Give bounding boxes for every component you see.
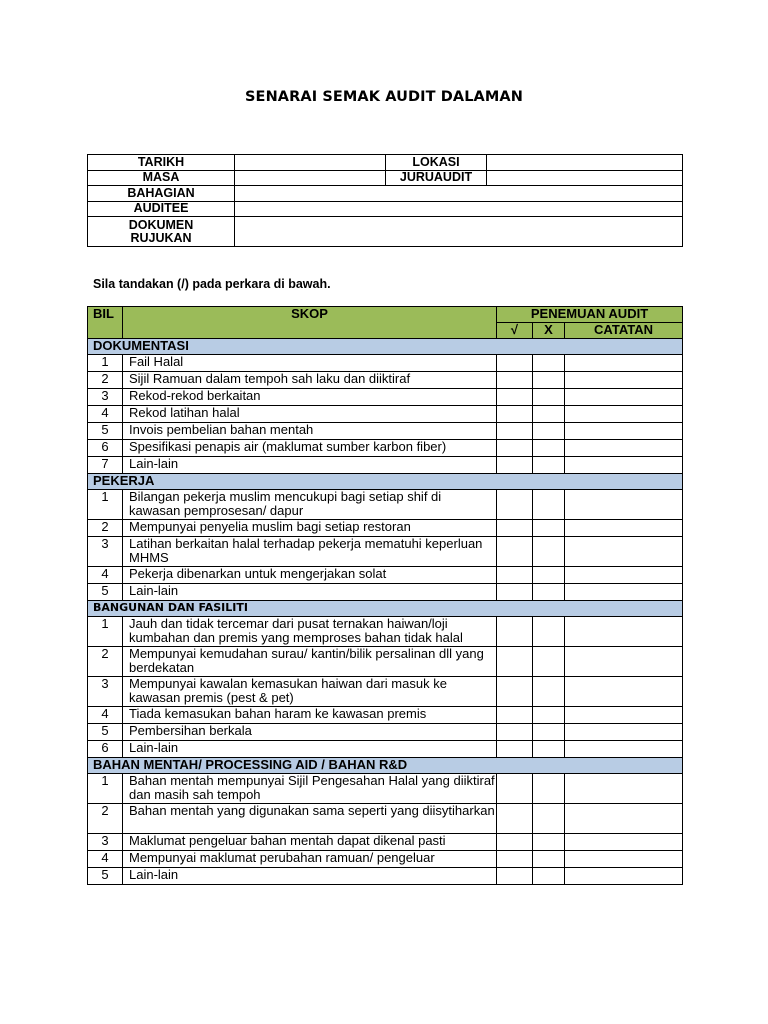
catatan-cell[interactable] xyxy=(565,707,683,724)
item-text: Fail Halal xyxy=(123,355,497,372)
catatan-cell[interactable] xyxy=(565,372,683,389)
item-text: Bahan mentah yang digunakan sama seperti yang diisytiharkan xyxy=(123,804,497,834)
x-cell[interactable] xyxy=(533,537,565,567)
item-text: Jauh dan tidak tercemar dari pusat ternakan haiwan/loji kumbahan dan premis yang memproses bahan tidak halal xyxy=(123,617,497,647)
catatan-cell[interactable] xyxy=(565,724,683,741)
table-row xyxy=(88,440,683,457)
catatan-cell[interactable] xyxy=(565,406,683,423)
table-row xyxy=(88,457,683,474)
tick-cell[interactable] xyxy=(497,707,533,724)
catatan-cell[interactable] xyxy=(565,457,683,474)
tarikh-field[interactable] xyxy=(235,155,386,171)
tick-cell[interactable] xyxy=(497,457,533,474)
item-number: 7 xyxy=(88,457,123,474)
masa-label: MASA xyxy=(88,170,235,186)
item-number: 2 xyxy=(88,520,123,537)
item-number: 5 xyxy=(88,724,123,741)
catatan-cell[interactable] xyxy=(565,868,683,885)
item-text: Mempunyai maklumat perubahan ramuan/ pengeluar xyxy=(123,851,497,868)
item-number: 1 xyxy=(88,355,123,372)
table-row xyxy=(88,584,683,601)
section-row xyxy=(88,339,683,355)
catatan-cell[interactable] xyxy=(565,851,683,868)
dokumen-label-line1: DOKUMEN xyxy=(128,217,194,232)
dokumen-label-line2: RUJUKAN xyxy=(130,230,192,245)
section-title: PEKERJA xyxy=(88,474,683,490)
item-text: Invois pembelian bahan mentah xyxy=(123,423,497,440)
item-number: 6 xyxy=(88,440,123,457)
x-cell[interactable] xyxy=(533,677,565,707)
x-cell[interactable] xyxy=(533,584,565,601)
table-row xyxy=(88,724,683,741)
item-text: Mempunyai kemudahan surau/ kantin/bilik persalinan dll yang berdekatan xyxy=(123,647,497,677)
catatan-cell[interactable] xyxy=(565,537,683,567)
catatan-cell[interactable] xyxy=(565,584,683,601)
checklist-body xyxy=(88,339,683,885)
juruaudit-field[interactable] xyxy=(487,170,683,186)
bahagian-field[interactable] xyxy=(235,186,683,202)
tick-cell[interactable] xyxy=(497,537,533,567)
item-text: Spesifikasi penapis air (maklumat sumber karbon fiber) xyxy=(123,440,497,457)
item-text: Tiada kemasukan bahan haram ke kawasan premis xyxy=(123,707,497,724)
catatan-cell[interactable] xyxy=(565,520,683,537)
catatan-cell[interactable] xyxy=(565,389,683,406)
x-cell[interactable] xyxy=(533,774,565,804)
x-cell[interactable] xyxy=(533,520,565,537)
item-number: 2 xyxy=(88,804,123,834)
item-number: 5 xyxy=(88,868,123,885)
dokumen-rujukan-label xyxy=(88,217,235,247)
dokumen-rujukan-field[interactable] xyxy=(235,217,683,247)
x-cell[interactable] xyxy=(533,647,565,677)
section-title: DOKUMENTASI xyxy=(88,339,683,355)
section-row xyxy=(88,758,683,774)
section-title: BANGUNAN DAN FASILITI xyxy=(88,601,683,617)
item-text: Sijil Ramuan dalam tempoh sah laku dan diiktiraf xyxy=(123,372,497,389)
table-row xyxy=(88,707,683,724)
catatan-cell[interactable] xyxy=(565,741,683,758)
item-number: 2 xyxy=(88,647,123,677)
tick-cell[interactable] xyxy=(497,868,533,885)
table-row xyxy=(88,834,683,851)
x-cell[interactable] xyxy=(533,355,565,372)
catatan-cell[interactable] xyxy=(565,440,683,457)
header-skop: SKOP xyxy=(123,307,497,339)
table-row xyxy=(88,804,683,834)
checklist-table xyxy=(87,306,683,885)
tick-cell[interactable] xyxy=(497,584,533,601)
item-number: 5 xyxy=(88,584,123,601)
table-row xyxy=(88,851,683,868)
section-title: BAHAN MENTAH/ PROCESSING AID / BAHAN R&D xyxy=(88,758,683,774)
item-text: Latihan berkaitan halal terhadap pekerja mematuhi keperluan MHMS xyxy=(123,537,497,567)
juruaudit-label: JURUAUDIT xyxy=(386,170,487,186)
table-row xyxy=(88,774,683,804)
table-row xyxy=(88,389,683,406)
catatan-cell[interactable] xyxy=(565,647,683,677)
item-number: 1 xyxy=(88,617,123,647)
item-text: Lain-lain xyxy=(123,868,497,885)
item-text: Mempunyai kawalan kemasukan haiwan dari masuk ke kawasan premis (pest & pet) xyxy=(123,677,497,707)
header-penemuan-audit: PENEMUAN AUDIT xyxy=(497,307,683,323)
tick-cell[interactable] xyxy=(497,851,533,868)
x-cell[interactable] xyxy=(533,490,565,520)
item-number: 3 xyxy=(88,677,123,707)
catatan-cell[interactable] xyxy=(565,677,683,707)
catatan-cell[interactable] xyxy=(565,804,683,834)
header-x: X xyxy=(533,323,565,339)
table-row xyxy=(88,741,683,758)
item-text: Maklumat pengeluar bahan mentah dapat dikenal pasti xyxy=(123,834,497,851)
item-number: 4 xyxy=(88,851,123,868)
document-title: SENARAI SEMAK AUDIT DALAMAN xyxy=(245,89,523,105)
x-cell[interactable] xyxy=(533,389,565,406)
tick-cell[interactable] xyxy=(497,724,533,741)
x-cell[interactable] xyxy=(533,724,565,741)
x-cell[interactable] xyxy=(533,851,565,868)
item-number: 3 xyxy=(88,537,123,567)
table-row xyxy=(88,647,683,677)
item-number: 3 xyxy=(88,389,123,406)
table-row xyxy=(88,537,683,567)
section-row xyxy=(88,474,683,490)
item-number: 1 xyxy=(88,490,123,520)
item-number: 1 xyxy=(88,774,123,804)
item-text: Bilangan pekerja muslim mencukupi bagi setiap shif di kawasan pemprosesan/ dapur xyxy=(123,490,497,520)
x-cell[interactable] xyxy=(533,617,565,647)
item-text: Bahan mentah mempunyai Sijil Pengesahan Halal yang diiktiraf dan masih sah tempoh xyxy=(123,774,497,804)
x-cell[interactable] xyxy=(533,440,565,457)
tick-cell[interactable] xyxy=(497,389,533,406)
table-row xyxy=(88,868,683,885)
catatan-cell[interactable] xyxy=(565,774,683,804)
item-number: 2 xyxy=(88,372,123,389)
tick-cell[interactable] xyxy=(497,804,533,834)
item-text: Lain-lain xyxy=(123,741,497,758)
auditee-label: AUDITEE xyxy=(88,201,235,217)
table-row xyxy=(88,406,683,423)
tick-cell[interactable] xyxy=(497,647,533,677)
catatan-cell[interactable] xyxy=(565,355,683,372)
tick-cell[interactable] xyxy=(497,567,533,584)
item-number: 6 xyxy=(88,741,123,758)
header-bil: BIL xyxy=(88,307,123,339)
table-row xyxy=(88,617,683,647)
tick-cell[interactable] xyxy=(497,406,533,423)
tick-cell[interactable] xyxy=(497,677,533,707)
item-text: Lain-lain xyxy=(123,584,497,601)
table-row xyxy=(88,423,683,440)
table-row xyxy=(88,355,683,372)
item-text: Pembersihan berkala xyxy=(123,724,497,741)
item-number: 3 xyxy=(88,834,123,851)
tick-cell[interactable] xyxy=(497,440,533,457)
catatan-cell[interactable] xyxy=(565,617,683,647)
catatan-cell[interactable] xyxy=(565,834,683,851)
tick-cell[interactable] xyxy=(497,774,533,804)
table-row xyxy=(88,677,683,707)
header-tick: √ xyxy=(497,323,533,339)
catatan-cell[interactable] xyxy=(565,490,683,520)
item-text: Pekerja dibenarkan untuk mengerjakan solat xyxy=(123,567,497,584)
item-number: 5 xyxy=(88,423,123,440)
catatan-cell[interactable] xyxy=(565,567,683,584)
x-cell[interactable] xyxy=(533,423,565,440)
x-cell[interactable] xyxy=(533,707,565,724)
tick-cell[interactable] xyxy=(497,423,533,440)
lokasi-field[interactable] xyxy=(487,155,683,171)
x-cell[interactable] xyxy=(533,834,565,851)
audit-info-table xyxy=(87,154,683,247)
x-cell[interactable] xyxy=(533,804,565,834)
x-cell[interactable] xyxy=(533,567,565,584)
tick-cell[interactable] xyxy=(497,355,533,372)
item-number: 4 xyxy=(88,707,123,724)
tarikh-label: TARIKH xyxy=(88,155,235,171)
table-row xyxy=(88,490,683,520)
tick-cell[interactable] xyxy=(497,520,533,537)
item-number: 4 xyxy=(88,567,123,584)
item-text: Mempunyai penyelia muslim bagi setiap restoran xyxy=(123,520,497,537)
x-cell[interactable] xyxy=(533,406,565,423)
item-number: 4 xyxy=(88,406,123,423)
tick-cell[interactable] xyxy=(497,834,533,851)
table-row xyxy=(88,567,683,584)
catatan-cell[interactable] xyxy=(565,423,683,440)
instruction-text: Sila tandakan (/) pada perkara di bawah. xyxy=(93,277,331,291)
masa-field[interactable] xyxy=(235,170,386,186)
x-cell[interactable] xyxy=(533,868,565,885)
tick-cell[interactable] xyxy=(497,741,533,758)
header-catatan: CATATAN xyxy=(565,323,683,339)
tick-cell[interactable] xyxy=(497,617,533,647)
bahagian-label: BAHAGIAN xyxy=(88,186,235,202)
table-row xyxy=(88,372,683,389)
x-cell[interactable] xyxy=(533,372,565,389)
tick-cell[interactable] xyxy=(497,490,533,520)
x-cell[interactable] xyxy=(533,741,565,758)
auditee-field[interactable] xyxy=(235,201,683,217)
item-text: Rekod-rekod berkaitan xyxy=(123,389,497,406)
tick-cell[interactable] xyxy=(497,372,533,389)
item-text: Rekod latihan halal xyxy=(123,406,497,423)
section-row xyxy=(88,601,683,617)
x-cell[interactable] xyxy=(533,457,565,474)
table-row xyxy=(88,520,683,537)
lokasi-label: LOKASI xyxy=(386,155,487,171)
item-text: Lain-lain xyxy=(123,457,497,474)
